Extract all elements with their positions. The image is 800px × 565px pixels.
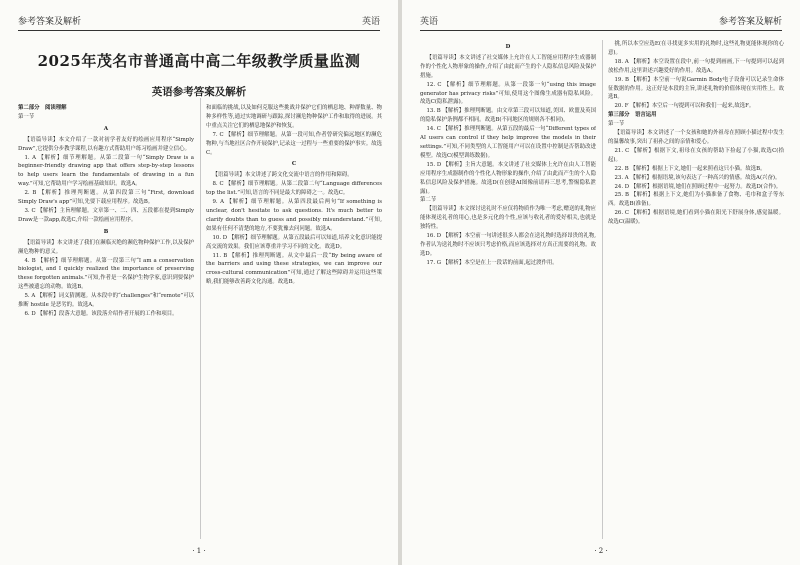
answer-paragraph: 【语篇导读】本文探讨送礼时不应仅将物质作为唯一考虑,赠送的礼物应能体现送礼者的用心,也是多元化的个性,应该与收礼者的爱好相关,也就是独特性。 — [420, 206, 596, 231]
passage-heading: A — [103, 125, 109, 132]
left-header-label: 参考答案及解析 — [18, 17, 82, 27]
left-page — [0, 0, 398, 565]
right-page — [402, 0, 800, 565]
right-running-header — [420, 14, 782, 26]
left-header-rule — [18, 30, 380, 31]
answer-paragraph: 22. B 【解析】根据上下文,她们一起来照看这只小猫。故选B。 — [614, 165, 766, 172]
answer-paragraph: 3. C 【解析】主旨理解题。文章第一、二、四、五段都在提到Simply Draw是一款app,故选C,介绍一款绘画应用程序。 — [18, 207, 194, 223]
answer-paragraph: 6. D 【解析】段落大意题。该段落介绍作者开展的工作和项目。 — [24, 310, 178, 317]
answer-paragraph: 1. A 【解析】细节理解题。从第二段第一句“Simply Draw is a beginner-friendly drawing app that offers step-by-step lessons to help users learn the fundamentals of drawing in a fun way.”可知,它帮助用户学习绘画基础知识。故选A。 — [18, 154, 194, 188]
answer-paragraph: 挑,所以本空应选E(在寻找更多实用的礼物时,这些礼物更能体现你的心意)。 — [608, 41, 784, 56]
answer-paragraph: 第一节 — [608, 121, 625, 128]
left-header-subject: 英语 — [361, 17, 380, 27]
answer-paragraph: 第一节 — [18, 113, 35, 120]
answer-paragraph: 第二节 — [420, 197, 437, 204]
right-page-column-2 — [608, 40, 784, 532]
answer-paragraph: 24. D 【解析】根据语境,她们在照顾过程中一起努力。故选D(合作)。 — [614, 183, 782, 190]
answer-paragraph: 18. A 【解析】本空设置在段中,前一句提到画画,下一句提到可以起到放松作用,这里讲述兴趣爱好的作用。故选A。 — [608, 58, 784, 74]
answer-paragraph: 2. B 【解析】推理判断题。从第四段第三句“First, download Simply Draw's app”可知,先要下载应用程序。故选B。 — [18, 190, 194, 206]
answer-paragraph: 15. D 【解析】主旨大意题。本文讲述了社交媒体上允许在由人工智能应用程序生成器制作的个性化人物形象的操作,介绍了由此而产生的个人隐私信息风险及保护措施。故选D(在创建AI图像前请再三思考,警惕隐私泄露)。 — [420, 161, 596, 195]
answer-paragraph: 【语篇导读】本文讲述了我们在濒临灭绝的濒危物种保护工作,以及保护濒危物种的意义。 — [18, 239, 194, 255]
answer-paragraph: 20. F 【解析】本空后一句提到可以和我们一起来,故选F。 — [614, 103, 755, 110]
answer-paragraph: 7. C 【解析】细节理解题。从第一段可知,作者曾研究偏远地区的濒危物种,与当地社区合作开展保护,记录这一过程与一些重要的保护事实。故选C。 — [206, 131, 382, 156]
right-column-divider — [602, 40, 603, 539]
section-heading: 第三部分 语言运用 — [608, 112, 657, 119]
answer-paragraph: 8. C 【解析】细节理解题。从第二段第二句“Language differences top the list.”可知,语言的不同是最大的障碍之一。故选C。 — [206, 181, 382, 197]
exam-title: 2025年茂名市普通高中高二年级教学质量监测 — [37, 52, 361, 70]
answer-paragraph: 16. D 【解析】本空前一句讲述很多人都会在送礼物时选择昂贵的礼物,作者认为送礼物时不应该只考虑价格,而应该选择对方真正需要的礼物。故选D。 — [420, 233, 596, 257]
exam-subtitle: 英语参考答案及解析 — [151, 86, 247, 98]
left-page-number: · 1 · — [192, 547, 206, 555]
left-page-column-1 — [18, 104, 194, 534]
answer-paragraph: 【语篇导读】本文讲述了社交媒体上允许在人工智能应用程序生成器制作的个性化人物形象的操作,介绍了由此而产生的个人隐私信息风险及保护措施。 — [420, 54, 596, 79]
left-page-column-2 — [206, 104, 382, 534]
answer-paragraph: 23. A 【解析】根据语境,该句表达了一种高兴的情感。故选A(兴奋)。 — [614, 174, 781, 181]
answer-paragraph: 25. B 【解析】根据上下文,她们为小猫准备了食物、毛巾和盒子等东西。故选B(准备)。 — [608, 192, 784, 208]
answer-paragraph: 【语篇导读】本文讲述了跨文化交流中语言的作用和障碍。 — [212, 172, 353, 179]
answer-paragraph: 【语篇导读】本文介绍了一款对初学者友好的绘画应用程序“Simply Draw”,它提供分步教学课程,以有趣方式帮助用户练习绘画并建立信心。 — [18, 136, 194, 152]
right-header-rule — [420, 30, 782, 31]
answer-paragraph: 11. B 【解析】推理判断题。从文中最后一段“By being aware of the barriers and using these strategies, we can improve our cross-cultural communication”可知,通过了解这些障碍并运用这些策略,我们能够改善跨文化沟通。故选B。 — [206, 252, 382, 286]
answer-paragraph: 和面临的挑战,以及如何克服这些挑战并保护它们的栖息地、种群数量、物种多样性等,通过实地调研与跟踪,探讨濒危物种保护工作和取得的进展。其中重点关注它们的栖息地保护和恢复。 — [206, 105, 382, 129]
right-page-number: · 2 · — [594, 547, 608, 555]
answer-paragraph: 4. B 【解析】细节理解题。从第一段第三句“I am a conservation biologist, and I quickly realized the importance of preserving these forgotten animals.”可知,作者是一名保护生物学家,意识到要保护这些被遗忘的动物。故选B。 — [18, 257, 194, 291]
answer-paragraph: 21. C 【解析】根据下文,祖母在女孩的帮助下捡起了小猫,故选C(拾起)。 — [608, 147, 784, 163]
passage-heading: D — [505, 44, 511, 50]
answer-paragraph: 12. C 【解析】细节理解题。从第一段第一句“using this image generator has privacy risks”可知,使用这个图像生成器有隐私风险。故选C(隐私泄露)。 — [420, 81, 596, 106]
answer-paragraph: 17. G 【解析】本空是在上一段话的前面,起过渡作用。 — [426, 259, 558, 266]
right-header-label: 参考答案及解析 — [718, 17, 782, 27]
passage-heading: B — [103, 228, 109, 235]
answer-paragraph: 10. D 【解析】细节理解题。从第五段最后可以知道,培养文化意识能提高交流的效果。我们应该尊重并学习不同的文化。故选D。 — [206, 234, 382, 250]
answer-paragraph: 5. A 【解析】词义猜测题。从本段中的“challenges”和“remote”可以推断 hostile 是恶劣的。故选A。 — [18, 293, 194, 309]
right-page-column-1 — [420, 40, 596, 532]
answer-paragraph: 【语篇导读】本文讲述了一个女孩和她的外祖母在照顾小猫过程中发生的温馨故事,突出了祖孙之间的亲情和爱心。 — [608, 130, 784, 145]
answer-paragraph: 19. B 【解析】本空前一句说Garmin Body电子设备可以记录生命体征数据的作用。这正好是本段的主旨,讲述礼物的价值体现在实用性上。故选B。 — [608, 76, 784, 101]
answer-paragraph: 9. A 【解析】细节理解题。从第四段最后两句“If something is unclear, don't hesitate to ask questions. It's much better to clarify doubts than to guess and possibly misunderstand.”可知,如果有任何不清楚的地方,不要犹豫去问问题。故选A。 — [206, 199, 382, 232]
left-column-divider — [200, 98, 201, 539]
passage-heading: C — [291, 161, 297, 168]
answer-paragraph: 13. B 【解析】推理判断题。由文章第三段可以知道,美国、欧盟及英国的隐私保护条例都不相同。故选B(不同地区的规则各不相同)。 — [420, 108, 596, 124]
left-running-header — [18, 14, 380, 26]
right-header-subject: 英语 — [420, 17, 439, 27]
section-heading: 第二部分 阅读理解 — [18, 105, 67, 111]
answer-paragraph: 14. C 【解析】推理判断题。从第五段的最后一句“Different types of AI users can control if they help improve the models in their settings.”可知,不同类型的人工智能用户可以在设置中控制是否帮助改进模型。故选C(模型训练数据)。 — [420, 126, 596, 159]
answer-paragraph: 26. C 【解析】根据语境,她们看到小猫在阳光下舒展身体,感觉温暖。故选C(温暖)。 — [608, 210, 784, 226]
